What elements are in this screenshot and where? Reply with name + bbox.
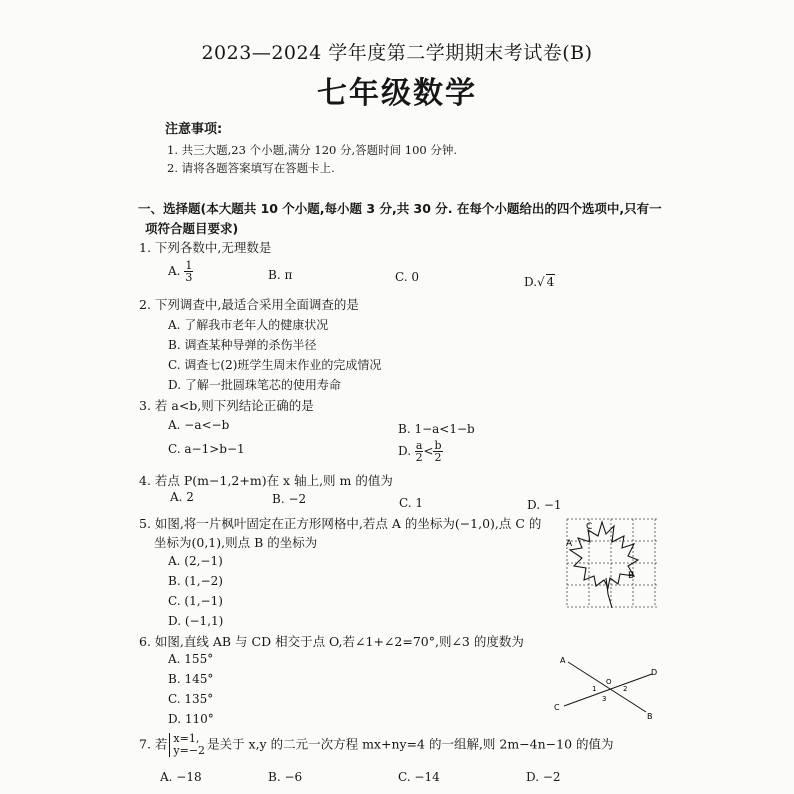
q1-option-b: B. π (268, 268, 293, 282)
q7-stem-prefix: 7. 若 (139, 736, 168, 752)
q5-option-a: A. (2,−1) (168, 554, 223, 568)
point-c-label: C (586, 522, 593, 532)
angle-3-label: 3 (602, 695, 607, 703)
label-a: A (560, 656, 566, 665)
section-heading-line2: 项符合题目要求) (145, 221, 239, 236)
less-than-sign: < (423, 444, 434, 458)
angle-1-label: 1 (592, 685, 597, 693)
q3-option-d-fraction-2 (433, 440, 442, 463)
question-1-stem: 1. 下列各数中,无理数是 (139, 240, 272, 255)
point-a-label: A (566, 539, 573, 549)
q1-option-d (524, 274, 555, 289)
intersecting-lines-figure (550, 650, 660, 720)
q6-option-b: B. 145° (168, 672, 214, 686)
q2-option-d: D. 了解一批圆珠笔芯的使用寿命 (168, 378, 341, 392)
q3-option-d-numerator-1: a (415, 439, 423, 452)
question-5-stem-line2: 坐标为(0,1),则点 B 的坐标为 (154, 535, 318, 550)
q3-option-d (398, 440, 443, 463)
subject-title: 七年级数学 (317, 76, 477, 111)
q1-option-a-label: A. (168, 264, 181, 278)
q1-option-a-denominator: 3 (185, 271, 193, 284)
q3-option-a: A. −a<−b (168, 418, 230, 432)
q5-option-c: C. (1,−1) (168, 594, 223, 608)
question-5-stem-line1: 5. 如图,将一片枫叶固定在正方形网格中,若点 A 的坐标为(−1,0),点 C 的 (139, 516, 542, 531)
q5-option-b: B. (1,−2) (168, 574, 223, 588)
notice-heading: 注意事项: (165, 122, 223, 137)
label-b: B (647, 712, 653, 720)
question-6-stem: 6. 如图,直线 AB 与 CD 相交于点 O,若∠1+∠2=70°,则∠3 的度数为 (139, 634, 524, 649)
q3-option-d-numerator-2: b (434, 439, 442, 452)
q4-option-c: C. 1 (399, 496, 424, 510)
question-3-stem: 3. 若 a<b,则下列结论正确的是 (139, 398, 314, 413)
notice-item-2: 2. 请将各题答案填写在答题卡上. (167, 161, 335, 175)
angle-2-label: 2 (623, 685, 628, 693)
equation-system (169, 733, 205, 757)
q1-option-a-numerator: 1 (185, 259, 193, 272)
section-heading-line1: 一、选择题(本大题共 10 个小题,每小题 3 分,共 30 分. 在每个小题给出的四个选项中,只有一 (138, 201, 662, 216)
sqrt-symbol: √ (537, 275, 545, 289)
q1-option-a (168, 260, 193, 283)
q3-option-c: C. a−1>b−1 (168, 442, 245, 456)
q3-option-b: B. 1−a<1−b (398, 422, 475, 436)
q2-option-b: B. 调查某种导弹的杀伤半径 (168, 338, 317, 352)
exam-title: 2023—2024 学年度第二学期期末考试卷(B) (201, 42, 593, 64)
q3-option-d-denominator-2: 2 (434, 451, 442, 464)
question-4-stem: 4. 若点 P(m−1,2+m)在 x 轴上,则 m 的值为 (139, 473, 393, 488)
grid-lines (567, 519, 657, 607)
question-2-stem: 2. 下列调查中,最适合采用全面调查的是 (139, 297, 359, 312)
q2-option-c: C. 调查七(2)班学生周末作业的完成情况 (168, 358, 382, 372)
q1-option-c: C. 0 (395, 270, 420, 284)
q1-option-a-fraction (184, 260, 193, 283)
q3-option-d-denominator-1: 2 (415, 451, 423, 464)
q7-option-d: D. −2 (526, 770, 561, 784)
label-o: O (606, 678, 612, 686)
q3-option-d-label: D. (398, 444, 412, 458)
q1-option-d-label: D. (524, 275, 538, 289)
q7-option-a: A. −18 (160, 770, 202, 784)
q5-option-d: D. (−1,1) (168, 614, 224, 628)
question-7-stem (139, 733, 614, 757)
q4-option-b: B. −2 (272, 492, 307, 506)
q7-option-b: B. −6 (268, 770, 303, 784)
equation-x: x=1, (173, 732, 200, 745)
q6-option-c: C. 135° (168, 692, 214, 706)
equation-y: y=−2 (173, 744, 206, 757)
q4-option-d: D. −1 (527, 498, 562, 512)
maple-leaf-grid-figure (562, 516, 662, 610)
q4-option-a: A. 2 (170, 490, 194, 504)
label-d: D (651, 668, 658, 677)
line-ab (568, 662, 646, 712)
q2-option-a: A. 了解我市老年人的健康状况 (168, 318, 329, 332)
notice-item-1: 1. 共三大题,23 个小题,满分 120 分,答题时间 100 分钟. (167, 143, 458, 157)
q6-option-d: D. 110° (168, 712, 214, 726)
point-b-label: B (628, 571, 635, 581)
label-c: C (554, 703, 560, 712)
q1-option-d-radicand: 4 (546, 275, 555, 289)
q7-option-c: C. −14 (398, 770, 440, 784)
q6-option-a: A. 155° (168, 652, 214, 666)
q7-stem-suffix: 是关于 x,y 的二元一次方程 mx+ny=4 的一组解,则 2m−4n−10 的值为 (207, 736, 614, 752)
